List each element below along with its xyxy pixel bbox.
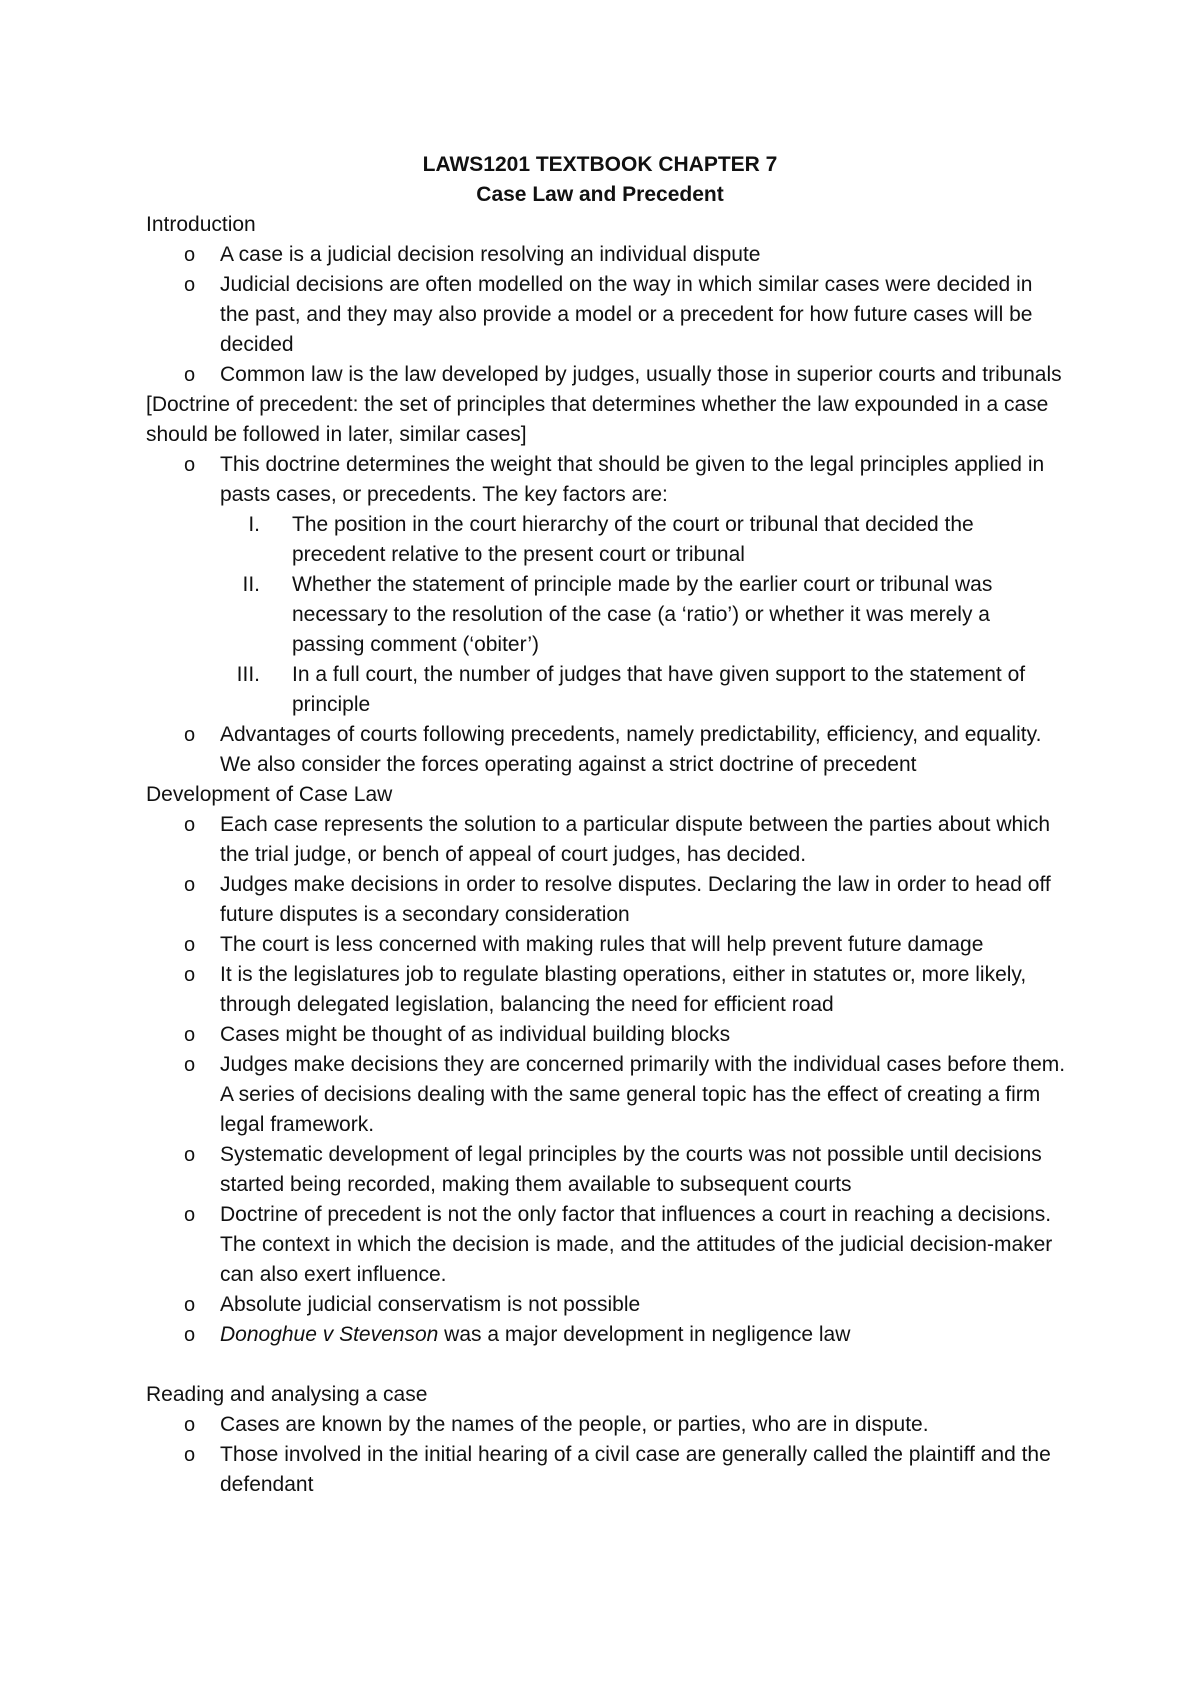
factor-item — [220, 570, 1066, 660]
bullet-icon: o — [184, 874, 196, 896]
list-item — [146, 450, 1066, 720]
list-item-text: Those involved in the initial hearing of a civil case are generally called the plaintiff and the defendant — [220, 1443, 1051, 1496]
list-item-text: Absolute judicial conservatism is not possible — [220, 1293, 641, 1316]
list-item — [146, 1320, 1066, 1350]
bullet-icon: o — [184, 724, 196, 746]
list-item-text: A case is a judicial decision resolving an individual dispute — [220, 243, 761, 266]
factor-text: The position in the court hierarchy of the court or tribunal that decided the precedent relative to the present court or tribunal — [292, 513, 974, 566]
introduction-list — [146, 240, 1066, 390]
list-item — [146, 1020, 1066, 1050]
factor-number: II. — [242, 573, 260, 596]
list-item-text: It is the legislatures job to regulate blasting operations, either in statutes or, more likely, through delegated legislation, balancing the need for efficient road — [220, 963, 1027, 1016]
list-item-text: Judges make decisions they are concerned primarily with the individual cases before them. A series of decisions dealing with the same general topic has the effect of creating a firm legal framework. — [220, 1053, 1066, 1136]
list-item — [146, 1200, 1066, 1290]
bullet-icon: o — [184, 364, 196, 386]
factor-text: In a full court, the number of judges that have given support to the statement of principle — [292, 663, 1026, 716]
heading-development: Development of Case Law — [146, 783, 393, 806]
section-spacer — [146, 1350, 1066, 1380]
factor-number: III. — [236, 663, 260, 686]
bullet-icon: o — [184, 1324, 196, 1346]
list-item-text: Systematic development of legal principles by the courts was not possible until decisions started being recorded, making them available to subsequent courts — [220, 1143, 1042, 1196]
factor-item — [220, 660, 1066, 720]
document-subtitle: Case Law and Precedent — [476, 183, 724, 206]
list-item — [146, 930, 1066, 960]
list-item-text: This doctrine determines the weight that should be given to the legal principles applied in pasts cases, or precedents. The key factors are: — [220, 453, 1045, 506]
list-item-text: Common law is the law developed by judges, usually those in superior courts and tribunals — [220, 363, 1062, 386]
development-list — [146, 810, 1066, 1350]
heading-introduction: Introduction — [146, 213, 256, 236]
factor-number: I. — [248, 513, 260, 536]
bullet-icon: o — [184, 1144, 196, 1166]
list-item — [146, 1050, 1066, 1140]
list-item — [146, 1410, 1066, 1440]
bullet-icon: o — [184, 1204, 196, 1226]
heading-reading: Reading and analysing a case — [146, 1383, 428, 1406]
case-name: Donoghue v Stevenson — [220, 1323, 439, 1346]
list-item-text: Judges make decisions in order to resolve disputes. Declaring the law in order to head off future disputes is a secondary consideration — [220, 873, 1051, 926]
document-title: LAWS1201 TEXTBOOK CHAPTER 7 — [422, 153, 778, 176]
list-item — [146, 1440, 1066, 1500]
bullet-icon: o — [184, 454, 196, 476]
bullet-icon: o — [184, 934, 196, 956]
list-item-text: Advantages of courts following precedents, namely predictability, efficiency, and equality. We also consider the forces operating against a strict doctrine of precedent — [220, 723, 1042, 776]
list-item-text: Each case represents the solution to a particular dispute between the parties about which the trial judge, or bench of appeal of court judges, has decided. — [220, 813, 1051, 866]
list-item-text: Cases are known by the names of the people, or parties, who are in dispute. — [220, 1413, 929, 1436]
key-factors-list — [220, 510, 1066, 720]
bullet-icon: o — [184, 1294, 196, 1316]
bullet-icon: o — [184, 274, 196, 296]
list-item — [146, 360, 1066, 390]
doctrine-definition: [Doctrine of precedent: the set of principles that determines whether the law expounded in a case should be followed in later, similar cases] — [146, 393, 1049, 446]
list-item-text: The court is less concerned with making rules that will help prevent future damage — [220, 933, 984, 956]
factor-item — [220, 510, 1066, 570]
bullet-icon: o — [184, 1024, 196, 1046]
bullet-icon: o — [184, 244, 196, 266]
document-header — [0, 150, 1200, 210]
bullet-icon: o — [184, 814, 196, 836]
list-item — [146, 1140, 1066, 1200]
bullet-icon: o — [184, 1414, 196, 1436]
list-item-text: was a major development in negligence law — [438, 1323, 851, 1346]
bullet-icon: o — [184, 964, 196, 986]
list-item-text: Cases might be thought of as individual building blocks — [220, 1023, 731, 1046]
factor-text: Whether the statement of principle made by the earlier court or tribunal was necessary to the resolution of the case (a ‘ratio’) or whether it was merely a passing comment (‘obiter’) — [292, 573, 993, 656]
list-item — [146, 720, 1066, 780]
bullet-icon: o — [184, 1444, 196, 1466]
list-item — [146, 810, 1066, 870]
list-item — [146, 960, 1066, 1020]
document-body — [146, 210, 1066, 1500]
list-item-text: Judicial decisions are often modelled on the way in which similar cases were decided in the past, and they may also provide a model or a precedent for how future cases will be decided — [220, 273, 1033, 356]
list-item — [146, 270, 1066, 360]
bullet-icon: o — [184, 1054, 196, 1076]
list-item — [146, 1290, 1066, 1320]
list-item — [146, 240, 1066, 270]
reading-list — [146, 1410, 1066, 1500]
list-item-text: Doctrine of precedent is not the only factor that influences a court in reaching a decisions. The context in which the decision is made, and the attitudes of the judicial decision-maker can also exert influence. — [220, 1203, 1053, 1286]
list-item — [146, 870, 1066, 930]
doctrine-list — [146, 450, 1066, 780]
